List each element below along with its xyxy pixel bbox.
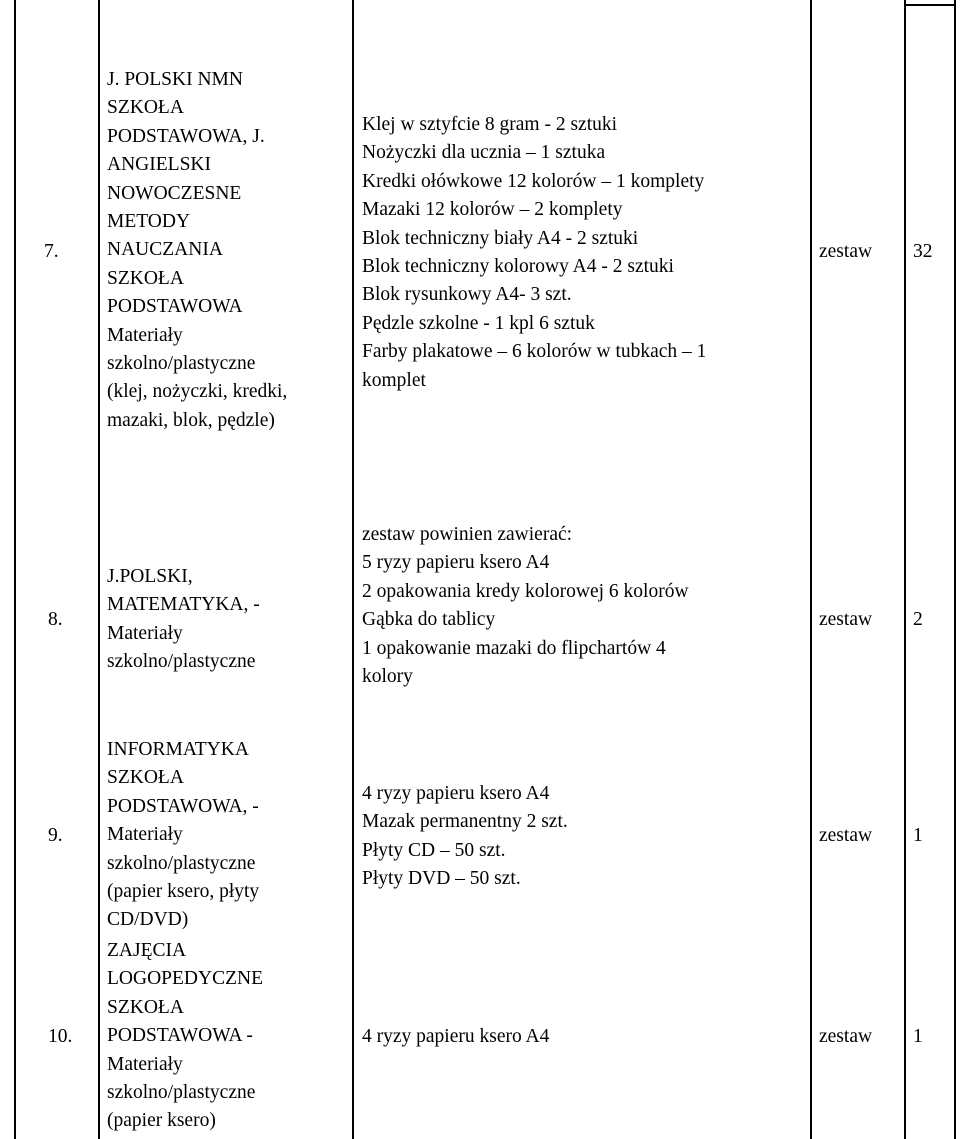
row-7-unit: zestaw — [819, 241, 873, 262]
row-9-number: 9. — [48, 825, 63, 846]
row-10-description: 4 ryzy papieru ksero A4 — [362, 1026, 550, 1047]
row-9-quantity: 1 — [913, 825, 923, 846]
row-9-subject: INFORMATYKA SZKOŁA PODSTAWOWA, - Materiały szkolno/plastyczne (papier ksero, płyty CD/DVD) — [107, 739, 260, 931]
row-8-number: 8. — [48, 609, 63, 630]
column-divider-unit — [904, 0, 906, 1139]
table-top-right-edge — [904, 4, 956, 6]
row-10-number: 10. — [48, 1026, 73, 1047]
row-8-subject: J.POLSKI, MATEMATYKA, - Materiały szkolno/plastyczne — [107, 566, 260, 673]
column-divider-subject — [352, 0, 354, 1139]
column-divider-no — [98, 0, 100, 1139]
row-9-description: 4 ryzy papieru ksero A4 Mazak permanentny 2 szt. Płyty CD – 50 szt. Płyty DVD – 50 szt. — [362, 783, 568, 890]
row-7-number: 7. — [44, 241, 59, 262]
table-border-left — [14, 0, 16, 1139]
row-8-quantity: 2 — [913, 609, 923, 630]
table-border-right — [954, 0, 956, 1139]
row-9-unit: zestaw — [819, 825, 873, 846]
row-7-quantity: 32 — [913, 241, 933, 262]
row-8-unit: zestaw — [819, 609, 873, 630]
row-10-subject: ZAJĘCIA LOGOPEDYCZNE SZKOŁA PODSTAWOWA - Materiały szkolno/plastyczne (papier ksero) — [107, 940, 263, 1132]
column-divider-description — [810, 0, 812, 1139]
row-10-quantity: 1 — [913, 1026, 923, 1047]
row-10-unit: zestaw — [819, 1026, 873, 1047]
row-8-description: zestaw powinien zawierać: 5 ryzy papieru ksero A4 2 opakowania kredy kolorowej 6 kolorów Gąbka do tablicy 1 opakowanie mazaki do flipchartów 4 kolory — [362, 524, 689, 688]
row-7-description: Klej w sztyfcie 8 gram - 2 sztuki Nożyczki dla ucznia – 1 sztuka Kredki ołówkowe 12 kolorów – 1 komplety Mazaki 12 kolorów – 2 komplety Blok techniczny biały A4 - 2 sztuki Blok techniczny kolorowy A4 - 2 sztuki Blok rysunkowy A4- 3 szt. Pędzle szkolne - 1 kpl 6 sztuk Farby plakatowe – 6 kolorów w tubkach – 1 komplet — [362, 114, 707, 391]
row-7-subject: J. POLSKI NMN SZKOŁA PODSTAWOWA, J. ANGIELSKI NOWOCZESNE METODY NAUCZANIA SZKOŁA PODSTAWOWA Materiały szkolno/plastyczne (klej, nożyczki, kredki, mazaki, blok, pędzle) — [107, 69, 288, 431]
